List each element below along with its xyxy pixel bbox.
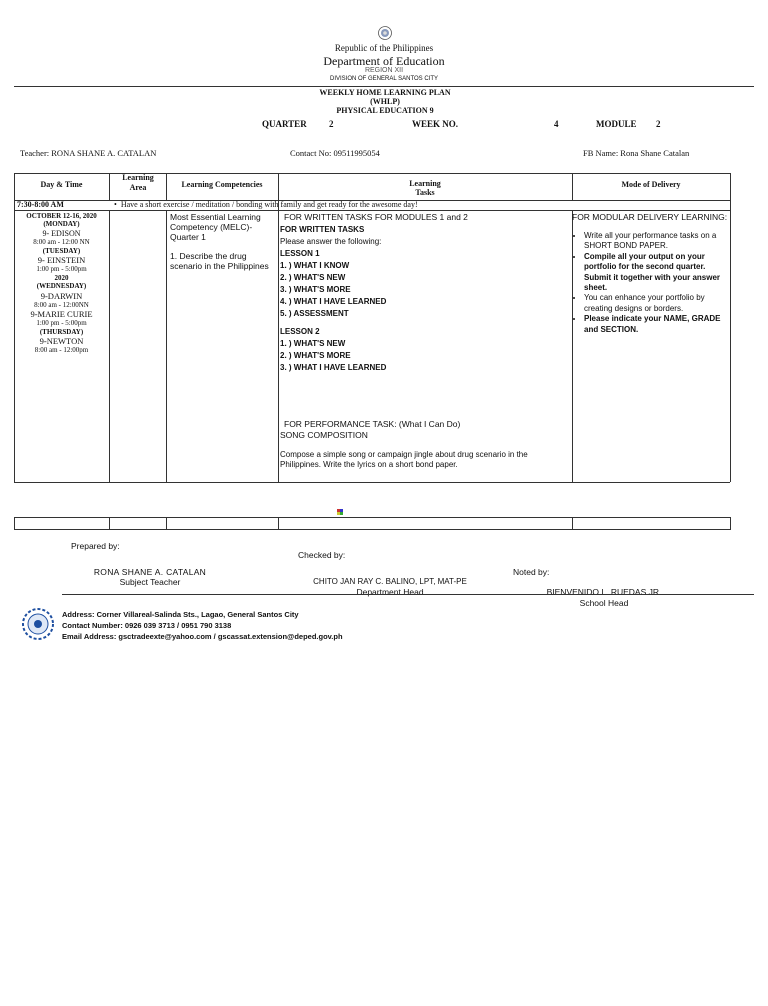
competency-item: 1. Describe the drug scenario in the Philippines	[170, 250, 269, 271]
subject-title: PHYSICAL EDUCATION 9	[336, 106, 434, 115]
republic-text: Republic of the Philippines	[334, 43, 434, 53]
header-competencies: Learning Competencies	[181, 180, 263, 189]
week-label: WEEK NO.	[412, 119, 459, 129]
contact-number: Contact No: 09511995054	[290, 148, 380, 158]
schedule-time: 1:00 pm - 5:00pm	[36, 265, 87, 274]
lesson1-title: LESSON 1	[280, 248, 320, 258]
row1-note-text: Have a short exercise / meditation / bonding with family and get ready for the awesome day!	[120, 200, 418, 209]
department-title: Department of Education	[323, 54, 445, 68]
lesson1-item: 5. ) ASSESSMENT	[280, 308, 349, 318]
competency-cell	[170, 212, 278, 271]
performance-task	[280, 419, 570, 471]
schedule-section: 9- EDISON	[42, 228, 81, 238]
delivery-item: • You can enhance your portfolio by creating designs or borders.	[584, 293, 732, 314]
schedule-time: 8:00 am - 12:00pm	[34, 346, 89, 355]
schedule-section: 9-MARIE CURIE	[30, 309, 93, 320]
lesson1-item: 3. ) WHAT'S MORE	[280, 284, 351, 294]
teacher-name: Teacher: RONA SHANE A. CATALAN	[20, 148, 157, 158]
delivery-list	[572, 231, 732, 335]
lesson2-item: 3. ) WHAT I HAVE LEARNED	[280, 362, 387, 372]
tasks-sub: FOR WRITTEN TASKS	[280, 224, 365, 234]
delivery-item: • Compile all your output on your portfolio for the second quarter. Submit it together with your answer sheet.	[584, 252, 732, 294]
header-learning-area: Learning Area	[122, 173, 154, 193]
schedule-day: (WEDNESDAY)	[36, 282, 87, 291]
tasks-cell	[280, 211, 570, 374]
col-divider-3	[278, 173, 279, 482]
delivery-item: • Please indicate your NAME, GRADE and SECTION.	[584, 314, 732, 335]
module-value: 2	[656, 119, 661, 129]
header-day-time: Day & Time	[40, 180, 83, 189]
perf-heading: FOR PERFORMANCE TASK: (What I Can Do)	[284, 419, 461, 429]
noted-label: Noted by:	[513, 567, 550, 577]
lesson1-item: 4. ) WHAT I HAVE LEARNED	[280, 296, 387, 306]
school-logo	[22, 608, 54, 640]
division-text: DIVISION OF GENERAL SANTOS CITY	[329, 76, 439, 82]
schedule-section: 9- EINSTEIN	[37, 255, 86, 266]
lesson1-item: 1. ) WHAT I KNOW	[280, 260, 350, 270]
perf-sub: SONG COMPOSITION	[280, 430, 368, 441]
whlp-abbrev: (WHLP)	[370, 97, 400, 106]
delivery-cell	[572, 212, 732, 335]
whlp-title: WEEKLY HOME LEARNING PLAN	[319, 88, 451, 97]
quarter-label: QUARTER	[262, 119, 307, 129]
footer-contact: Contact Number: 0926 039 3713 / 0951 790 3138	[62, 621, 232, 630]
schedule-time: 8:00 am - 12:00NN	[34, 300, 89, 309]
col-divider-1b	[109, 210, 110, 482]
row2-divider	[278, 517, 279, 529]
row2-divider	[166, 517, 167, 529]
delivery-item: • Write all your performance tasks on a SHORT BOND PAPER.	[584, 231, 732, 252]
header-delivery: Mode of Delivery	[621, 180, 681, 189]
noted-role: School Head	[579, 598, 629, 608]
row1-note	[114, 200, 574, 209]
row2-divider	[572, 517, 573, 529]
empty-table-row	[14, 517, 731, 530]
deped-seal	[378, 26, 392, 40]
tasks-instruction: Please answer the following:	[280, 236, 382, 246]
schedule-time: 1:00 pm - 5:00pm	[36, 319, 87, 328]
perf-desc: Compose a simple song or campaign jingle about drug scenario in the Philippines. Write the lyrics on a short bond paper.	[280, 450, 528, 470]
col-divider-2b	[166, 210, 167, 482]
fb-name: FB Name: Rona Shane Catalan	[583, 148, 690, 158]
row1-time: 7:30-8:00 AM	[17, 200, 64, 209]
quarter-value: 2	[329, 119, 334, 129]
melc-text: Most Essential Learning Competency (MELC)- Quarter 1	[170, 212, 261, 243]
module-label: MODULE	[596, 119, 637, 129]
week-value: 4	[554, 119, 559, 129]
checked-name: CHITO JAN RAY C. BALINO, LPT, MAT-PE	[313, 577, 467, 586]
footer-email: Email Address: gsctradeexte@yahoo.com / gscassat.extension@deped.gov.ph	[62, 632, 343, 641]
lesson2-title: LESSON 2	[280, 326, 320, 336]
lesson1-item: 2. ) WHAT'S NEW	[280, 272, 346, 282]
schedule-day: (MONDAY)	[43, 220, 80, 229]
footer-rule	[62, 594, 754, 595]
col-divider-1a	[109, 173, 110, 200]
decorative-mark-icon	[337, 502, 343, 508]
schedule-year: 2020	[54, 273, 69, 282]
table-border-bottom	[14, 482, 730, 483]
delivery-heading: FOR MODULAR DELIVERY LEARNING:	[572, 212, 728, 222]
schedule-day: (TUESDAY)	[42, 246, 81, 255]
schedule-section: 9-NEWTON	[39, 336, 84, 347]
lesson2-item: 1. ) WHAT'S NEW	[280, 338, 346, 348]
region-text: REGION XII	[364, 67, 404, 74]
row2-divider	[109, 517, 110, 529]
noted-name: BIENVENIDO L. RUEDAS JR.	[546, 587, 662, 597]
schedule-day: (THURSDAY)	[39, 327, 84, 336]
footer-address: Address: Corner Villareal-Salinda Sts., Lagao, General Santos City	[62, 610, 299, 619]
prepared-name: RONA SHANE A. CATALAN	[93, 567, 207, 577]
header-tasks: Learning Tasks	[409, 179, 441, 197]
bullet-icon: •	[114, 200, 121, 209]
prepared-role: Subject Teacher	[119, 577, 181, 587]
schedule-time: 8:00 am - 12:00 NN	[33, 238, 90, 247]
tasks-heading: FOR WRITTEN TASKS FOR MODULES 1 and 2	[284, 212, 468, 222]
lesson2-item: 2. ) WHAT'S MORE	[280, 350, 351, 360]
prepared-label: Prepared by:	[71, 541, 120, 551]
checked-role: Department Head	[356, 587, 424, 597]
schedule-date: OCTOBER 12-16, 2020	[26, 212, 97, 220]
schedule-cell	[14, 212, 109, 355]
header-rule	[14, 86, 754, 87]
schedule-section: 9-DARWIN	[40, 290, 83, 301]
checked-label: Checked by:	[298, 550, 346, 560]
